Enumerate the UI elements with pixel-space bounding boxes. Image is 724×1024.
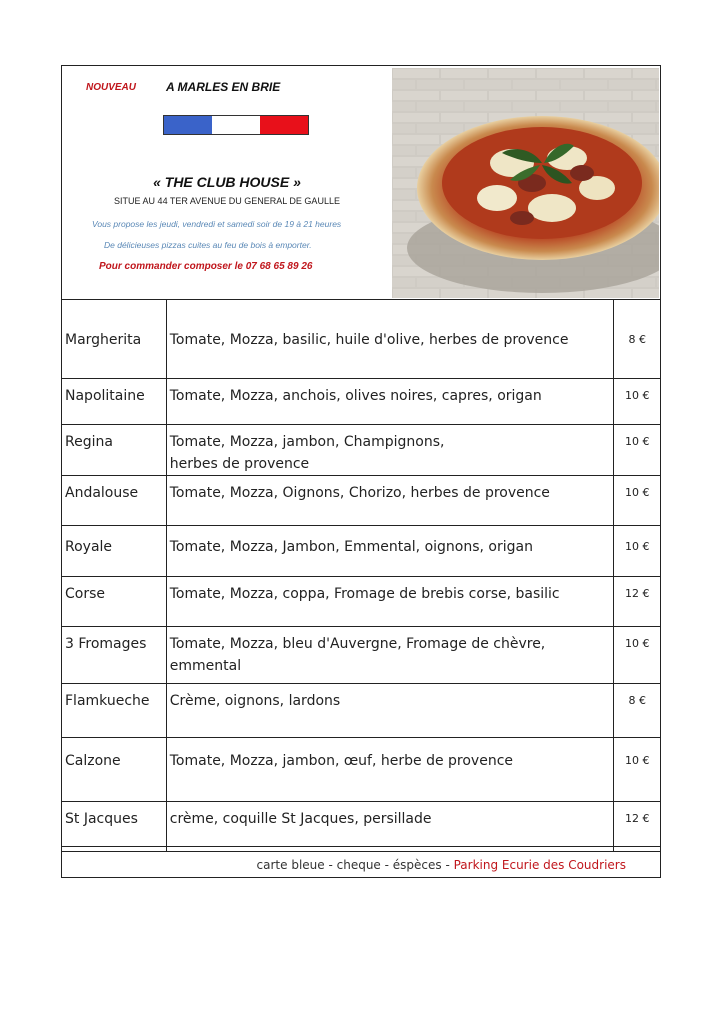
pizza-name: 3 Fromages [62, 626, 166, 683]
menu-row [62, 626, 660, 683]
city-title: A MARLES EN BRIE [166, 80, 281, 94]
flag-white-stripe [212, 116, 260, 134]
pizza-price: 8 € [614, 299, 660, 378]
ingredient-line: Tomate, Mozza, Oignons, Chorizo, herbes de provence [169, 484, 550, 501]
menu-footer [62, 846, 660, 879]
tagline-text: De délicieuses pizzas cuites au feu de bois à emporter. [104, 240, 312, 250]
ingredient-line: Tomate, Mozza, jambon, œuf, herbe de provence [169, 752, 514, 769]
menu-row [62, 683, 660, 737]
ingredient-line: Tomate, Mozza, coppa, Fromage de brebis corse, basilic [169, 585, 560, 602]
menu-row [62, 801, 660, 851]
new-badge: NOUVEAU [86, 82, 137, 93]
pizza-price: 10 € [614, 525, 660, 576]
pizza-price: 10 € [614, 626, 660, 683]
pizza-name: Corse [62, 576, 166, 626]
menu-row [62, 475, 660, 525]
pizza-name: Calzone [62, 737, 166, 801]
ingredient-line: Tomate, Mozza, anchois, olives noires, capres, origan [169, 387, 542, 404]
pizza-price: 10 € [614, 378, 660, 424]
french-flag [163, 115, 309, 135]
menu-row [62, 737, 660, 801]
pizza-ingredients [166, 475, 614, 525]
menu-row [62, 378, 660, 424]
menu-row [62, 424, 660, 475]
pizza-name: Margherita [62, 299, 166, 378]
pizza-menu-table [62, 299, 660, 852]
ingredient-line: herbes de provence [169, 455, 310, 472]
pizza-ingredients [166, 525, 614, 576]
footer-text [257, 858, 626, 872]
ingredient-line: Tomate, Mozza, basilic, huile d'olive, herbes de provence [169, 332, 569, 348]
pizza-price: 10 € [614, 424, 660, 475]
restaurant-name: « THE CLUB HOUSE » [153, 174, 301, 190]
parking-info: Parking Ecurie des Coudriers [453, 858, 626, 872]
menu-row [62, 576, 660, 626]
ingredient-line: crème, coquille St Jacques, persillade [169, 810, 432, 827]
pizza-ingredients [166, 626, 614, 683]
pizza-name: Regina [62, 424, 166, 475]
pizza-ingredients [166, 424, 614, 475]
pizza-photo [392, 68, 659, 298]
pizza-name: St Jacques [62, 801, 166, 851]
address: SITUE AU 44 TER AVENUE DU GENERAL DE GAULLE [114, 196, 340, 206]
pizza-price: 10 € [614, 737, 660, 801]
pizza-price: 12 € [614, 576, 660, 626]
menu-row [62, 525, 660, 576]
flag-blue-stripe [164, 116, 212, 134]
flag-red-stripe [260, 116, 308, 134]
pizza-image-icon [392, 68, 659, 298]
pizza-name: Andalouse [62, 475, 166, 525]
pizza-name: Flamkueche [62, 683, 166, 737]
menu-sheet [61, 65, 661, 878]
order-phone-text: Pour commander composer le 07 68 65 89 26 [99, 261, 313, 272]
pizza-name: Napolitaine [62, 378, 166, 424]
pizza-ingredients [166, 576, 614, 626]
pizza-name: Royale [62, 525, 166, 576]
ingredient-line: emmental [169, 657, 242, 674]
payment-methods: carte bleue - cheque - éspèces - [256, 858, 454, 872]
pizza-ingredients [166, 801, 614, 851]
ingredient-line: Tomate, Mozza, jambon, Champignons, [169, 433, 445, 450]
menu-row [62, 299, 660, 378]
pizza-price: 10 € [614, 475, 660, 525]
pizza-ingredients [166, 683, 614, 737]
pizza-ingredients [166, 378, 614, 424]
pizza-price: 12 € [614, 801, 660, 851]
ingredient-line: Tomate, Mozza, Jambon, Emmental, oignons, origan [169, 538, 533, 555]
pizza-price: 8 € [614, 683, 660, 737]
pizza-ingredients [166, 737, 614, 801]
menu-header [62, 66, 660, 300]
schedule-text: Vous propose les jeudi, vendredi et samedi soir de 19 à 21 heures [92, 219, 342, 229]
ingredient-line: Crème, oignons, lardons [169, 692, 341, 709]
ingredient-line: Tomate, Mozza, bleu d'Auvergne, Fromage de chèvre, [169, 635, 546, 652]
pizza-ingredients [166, 299, 614, 378]
